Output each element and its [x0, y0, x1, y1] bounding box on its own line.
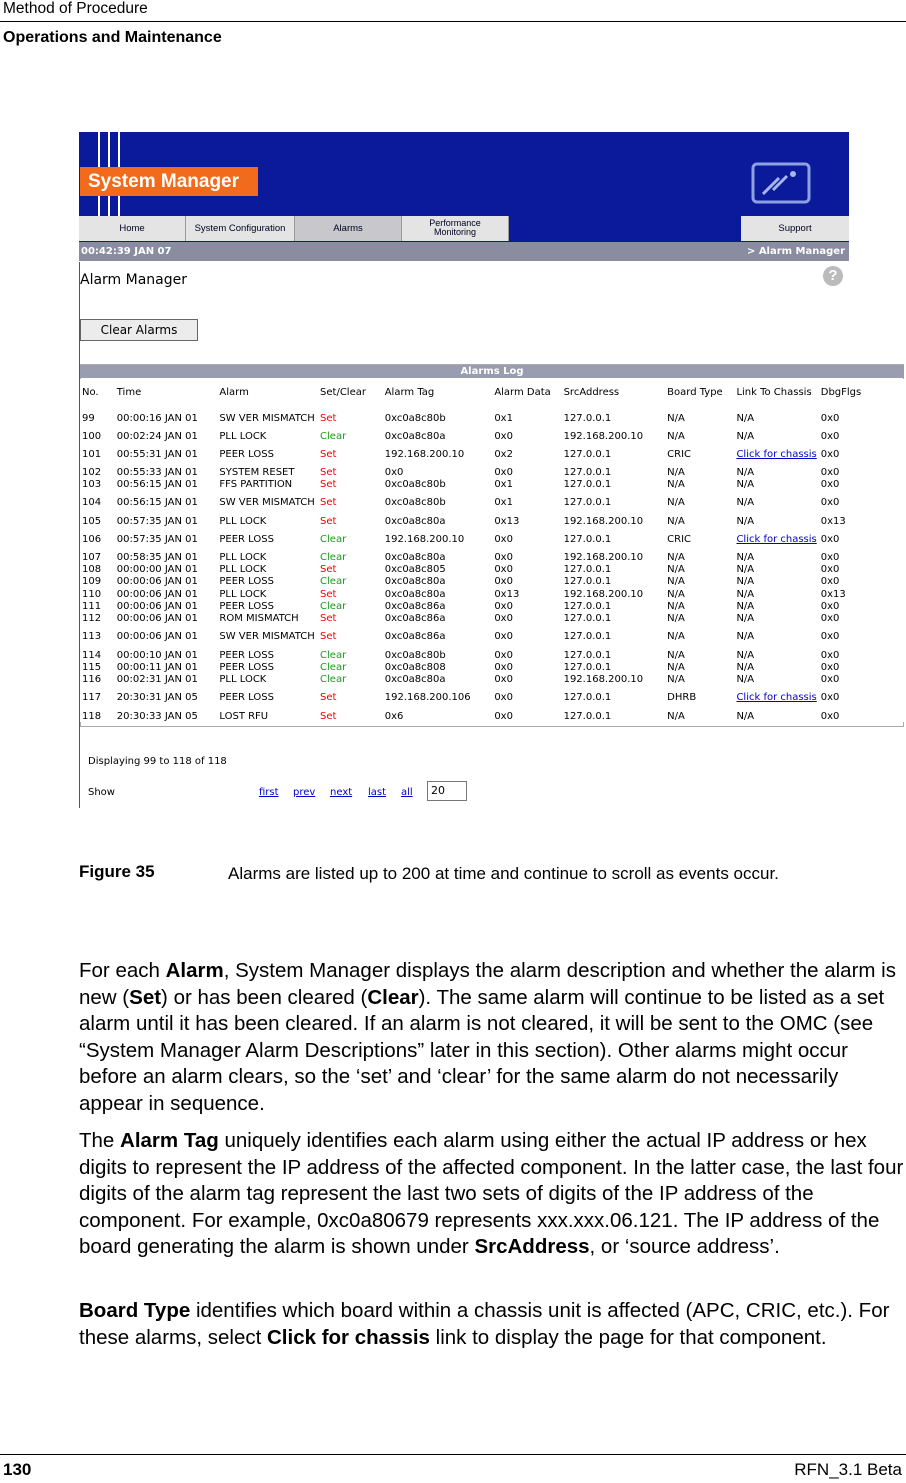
table-row — [80, 686, 904, 710]
cell-link-to-chassis: N/A — [736, 430, 755, 442]
cell-time: 20:30:31 JAN 05 — [116, 692, 198, 704]
tab-sublabel: Monitoring — [433, 227, 477, 237]
cell-dbg-flags: 0x0 — [820, 631, 840, 643]
section-title: Operations and Maintenance — [3, 29, 222, 46]
display-info: Displaying 99 to 118 of 118 — [88, 756, 227, 767]
cell-alarm-data: 0x0 — [494, 710, 513, 722]
cell-time: 00:00:06 JAN 01 — [116, 601, 198, 613]
term-src-address: SrcAddress — [474, 1235, 590, 1258]
tab-system-configuration[interactable]: System Configuration — [186, 216, 295, 241]
col-board-type: Board Type — [665, 379, 734, 406]
cell-set-clear: Clear — [320, 576, 347, 588]
cell-link-to-chassis: N/A — [736, 631, 755, 643]
cell-src-address: 127.0.0.1 — [563, 631, 612, 643]
text-run: ) or has been cleared ( — [161, 985, 368, 1009]
col-no: No. — [80, 379, 115, 406]
doc-title: Method of Procedure — [3, 0, 148, 17]
cell-alarm: PEER LOSS — [219, 661, 274, 673]
cell-time: 00:00:16 JAN 01 — [116, 412, 198, 424]
cell-board-type: N/A — [667, 649, 685, 661]
cell-time: 20:30:33 JAN 05 — [116, 710, 198, 722]
cell-board-type: N/A — [667, 601, 685, 613]
text-run: The — [79, 1129, 121, 1152]
cell-dbg-flags: 0x0 — [820, 551, 840, 563]
cell-no: 99 — [82, 412, 95, 424]
cell-dbg-flags: 0x0 — [820, 692, 840, 704]
cell-alarm-data: 0x0 — [494, 661, 513, 673]
cell-link-to-chassis: N/A — [736, 674, 755, 686]
cell-alarm-tag: 0xc0a8c86a — [384, 613, 446, 625]
help-icon[interactable]: ? — [823, 266, 843, 286]
cell-alarm: PEER LOSS — [219, 533, 274, 545]
cell-board-type: N/A — [667, 588, 685, 600]
page-size-input[interactable]: 20 — [427, 781, 467, 801]
cell-src-address: 127.0.0.1 — [563, 448, 612, 460]
cell-no: 116 — [82, 674, 102, 686]
click-for-chassis-link[interactable]: Click for chassis — [736, 533, 817, 545]
table-row — [80, 466, 904, 478]
cell-board-type: CRIC — [667, 533, 692, 545]
cell-set-clear: Set — [320, 631, 337, 643]
text-run: uniquely identifies each alarm using either the actual IP address or hex digits to represent the IP address of the affected component. In the latter case, the last four digits of the alarm tag represent the last two sets of digits of the IP address of the component. For example, 0xc0a80679 represents xxx.xxx.06.121. The IP address of the board generating the alarm is shown under — [79, 1129, 904, 1258]
cell-alarm: PEER LOSS — [219, 649, 274, 661]
cell-no: 114 — [82, 649, 102, 661]
col-dbg-flags: DbgFlgs — [819, 379, 904, 406]
cell-set-clear: Set — [320, 613, 337, 625]
pager-all-link[interactable]: all — [401, 787, 413, 798]
clear-alarms-button[interactable]: Clear Alarms — [80, 319, 198, 341]
term-board-type: Board Type — [79, 1299, 191, 1322]
text-run: , or ‘source address’. — [589, 1235, 780, 1258]
cell-set-clear: Clear — [320, 601, 347, 613]
cell-board-type: N/A — [667, 479, 685, 491]
cell-no: 113 — [82, 631, 102, 643]
paragraph-board-type — [79, 1298, 904, 1351]
cell-dbg-flags: 0x13 — [820, 588, 846, 600]
cell-dbg-flags: 0x0 — [820, 479, 840, 491]
app-logo: System Manager — [80, 167, 258, 196]
table-row — [80, 491, 904, 515]
cell-alarm: PLL LOCK — [219, 515, 267, 527]
table-row — [80, 515, 904, 527]
cell-alarm: SW VER MISMATCH — [219, 412, 315, 424]
cell-src-address: 127.0.0.1 — [563, 710, 612, 722]
cell-alarm-data: 0x2 — [494, 448, 513, 460]
cell-alarm: PEER LOSS — [219, 692, 274, 704]
cell-time: 00:55:31 JAN 01 — [116, 448, 198, 460]
cell-alarm-data: 0x0 — [494, 466, 513, 478]
term-clear: Clear — [367, 985, 419, 1009]
cell-time: 00:56:15 JAN 01 — [116, 497, 198, 509]
cell-dbg-flags: 0x0 — [820, 430, 840, 442]
cell-dbg-flags: 0x0 — [820, 564, 840, 576]
cell-src-address: 127.0.0.1 — [563, 466, 612, 478]
cell-no: 110 — [82, 588, 102, 600]
col-alarm-data: Alarm Data — [492, 379, 561, 406]
cell-dbg-flags: 0x0 — [820, 497, 840, 509]
cell-dbg-flags: 0x0 — [820, 448, 840, 460]
cell-alarm: SW VER MISMATCH — [219, 497, 315, 509]
cell-no: 100 — [82, 430, 102, 442]
cell-alarm-tag: 0xc0a8c86a — [384, 601, 446, 613]
monitor-icon — [749, 160, 817, 208]
cell-set-clear: Set — [320, 412, 337, 424]
cell-time: 00:02:24 JAN 01 — [116, 430, 198, 442]
alarms-table — [80, 379, 904, 722]
cell-time: 00:57:35 JAN 01 — [116, 515, 198, 527]
show-label: Show — [88, 787, 115, 798]
cell-board-type: N/A — [667, 515, 685, 527]
cell-time: 00:02:31 JAN 01 — [116, 674, 198, 686]
cell-no: 111 — [82, 601, 102, 613]
cell-set-clear: Clear — [320, 551, 347, 563]
cell-set-clear: Set — [320, 466, 337, 478]
cell-alarm-tag: 0xc0a8c80b — [384, 479, 446, 491]
cell-time: 00:58:35 JAN 01 — [116, 551, 198, 563]
cell-src-address: 127.0.0.1 — [563, 479, 612, 491]
cell-alarm-tag: 0xc0a8c80a — [384, 551, 446, 563]
cell-set-clear: Set — [320, 564, 337, 576]
cell-alarm-data: 0x13 — [494, 588, 520, 600]
cell-alarm-tag: 0x0 — [384, 466, 404, 478]
status-bar — [79, 242, 849, 261]
cell-dbg-flags: 0x0 — [820, 649, 840, 661]
cell-alarm-data: 0x0 — [494, 692, 513, 704]
cell-alarm: PEER LOSS — [219, 448, 274, 460]
cell-alarm: SYSTEM RESET — [219, 466, 295, 478]
cell-board-type: N/A — [667, 466, 685, 478]
tab-support[interactable]: Support — [741, 216, 849, 241]
cell-board-type: N/A — [667, 661, 685, 673]
page-number: 130 — [3, 1460, 32, 1479]
system-manager-screenshot — [79, 132, 905, 808]
cell-src-address: 127.0.0.1 — [563, 564, 612, 576]
click-for-chassis-link[interactable]: Click for chassis — [736, 448, 817, 460]
cell-set-clear: Clear — [320, 430, 347, 442]
cell-alarm-tag: 0xc0a8c808 — [384, 661, 446, 673]
pager-first-link[interactable]: first — [259, 787, 279, 798]
cell-board-type: N/A — [667, 674, 685, 686]
text-run: , System Manager displays the alarm description and whether the alarm is new ( — [79, 959, 896, 1009]
pager-next-link[interactable]: next — [330, 787, 353, 798]
table-row — [80, 527, 904, 551]
cell-alarm-tag: 192.168.200.10 — [384, 448, 465, 460]
table-row — [80, 430, 904, 442]
cell-link-to-chassis: N/A — [736, 497, 755, 509]
paragraph-alarm-tag — [79, 1128, 904, 1261]
cell-alarm: PLL LOCK — [219, 564, 267, 576]
cell-alarm-data: 0x0 — [494, 533, 513, 545]
cell-link-to-chassis: N/A — [736, 564, 755, 576]
cell-time: 00:00:11 JAN 01 — [116, 661, 198, 673]
cell-src-address: 127.0.0.1 — [563, 692, 612, 704]
cell-no: 115 — [82, 661, 102, 673]
cell-alarm-data: 0x0 — [494, 674, 513, 686]
cell-no: 104 — [82, 497, 102, 509]
table-row — [80, 479, 904, 491]
figure-label: Figure 35 — [79, 862, 155, 881]
cell-set-clear: Set — [320, 515, 337, 527]
cell-set-clear: Clear — [320, 674, 347, 686]
cell-board-type: N/A — [667, 497, 685, 509]
cell-time: 00:56:15 JAN 01 — [116, 479, 198, 491]
cell-no: 105 — [82, 515, 102, 527]
cell-time: 00:00:06 JAN 01 — [116, 588, 198, 600]
cell-src-address: 127.0.0.1 — [563, 533, 612, 545]
cell-dbg-flags: 0x0 — [820, 466, 840, 478]
table-row — [80, 710, 904, 722]
cell-board-type: N/A — [667, 710, 685, 722]
cell-alarm-data: 0x0 — [494, 564, 513, 576]
cell-alarm: FFS PARTITION — [219, 479, 293, 491]
cell-alarm-tag: 192.168.200.10 — [384, 533, 465, 545]
cell-alarm-tag: 0xc0a8c80a — [384, 588, 446, 600]
cell-no: 101 — [82, 448, 102, 460]
cell-link-to-chassis: N/A — [736, 649, 755, 661]
figure-caption: Alarms are listed up to 200 at time and continue to scroll as events occur. — [228, 864, 779, 883]
cell-set-clear: Set — [320, 588, 337, 600]
cell-alarm-tag: 0xc0a8c80a — [384, 430, 446, 442]
footer-divider — [0, 1454, 906, 1455]
text-run: identifies which board within a chassis unit is affected (APC, CRIC, etc.). For these alarms, select — [79, 1299, 890, 1349]
col-link-to-chassis: Link To Chassis — [734, 379, 818, 406]
main-nav — [79, 216, 849, 241]
cell-dbg-flags: 0x0 — [820, 576, 840, 588]
cell-link-to-chassis: N/A — [736, 661, 755, 673]
table-row — [80, 613, 904, 625]
tab-performance-monitoring[interactable] — [402, 216, 509, 241]
cell-alarm: PLL LOCK — [219, 551, 267, 563]
cell-src-address: 192.168.200.10 — [563, 551, 644, 563]
cell-alarm: PLL LOCK — [219, 430, 267, 442]
doc-id: RFN_3.1 Beta — [794, 1460, 902, 1479]
cell-alarm-data: 0x0 — [494, 576, 513, 588]
cell-dbg-flags: 0x0 — [820, 674, 840, 686]
cell-set-clear: Set — [320, 692, 337, 704]
table-row — [80, 406, 904, 430]
cell-link-to-chassis: N/A — [736, 412, 755, 424]
cell-src-address: 127.0.0.1 — [563, 412, 612, 424]
cell-time: 00:00:06 JAN 01 — [116, 631, 198, 643]
cell-no: 112 — [82, 613, 102, 625]
cell-set-clear: Clear — [320, 649, 347, 661]
cell-alarm-data: 0x13 — [494, 515, 520, 527]
cell-link-to-chassis: N/A — [736, 710, 755, 722]
cell-dbg-flags: 0x0 — [820, 601, 840, 613]
table-header-row — [80, 379, 904, 406]
cell-dbg-flags: 0x0 — [820, 661, 840, 673]
table-row — [80, 576, 904, 588]
table-row — [80, 674, 904, 686]
cell-set-clear: Set — [320, 710, 337, 722]
header-divider — [0, 21, 906, 22]
cell-alarm: PLL LOCK — [219, 674, 267, 686]
cell-no: 117 — [82, 692, 102, 704]
cell-board-type: N/A — [667, 551, 685, 563]
cell-dbg-flags: 0x0 — [820, 710, 840, 722]
cell-set-clear: Set — [320, 479, 337, 491]
cell-src-address: 192.168.200.10 — [563, 430, 644, 442]
cell-src-address: 127.0.0.1 — [563, 576, 612, 588]
page-title: Alarm Manager — [80, 272, 188, 288]
cell-alarm: LOST RFU — [219, 710, 269, 722]
cell-alarm-data: 0x0 — [494, 631, 513, 643]
text-run: link to display the page for that component. — [429, 1325, 827, 1349]
cell-alarm-tag: 0xc0a8c80b — [384, 649, 446, 661]
col-src-address: SrcAddress — [562, 379, 666, 406]
col-set-clear: Set/Clear — [318, 379, 383, 406]
table-row — [80, 588, 904, 600]
cell-alarm: PLL LOCK — [219, 588, 267, 600]
cell-no: 108 — [82, 564, 102, 576]
text-run: For each — [79, 959, 166, 982]
col-time: Time — [115, 379, 218, 406]
cell-set-clear: Clear — [320, 661, 347, 673]
pager-last-link[interactable]: last — [368, 787, 387, 798]
cell-time: 00:00:10 JAN 01 — [116, 649, 198, 661]
cell-board-type: DHRB — [667, 692, 697, 704]
cell-link-to-chassis: N/A — [736, 576, 755, 588]
cell-link-to-chassis: N/A — [736, 601, 755, 613]
cell-src-address: 127.0.0.1 — [563, 497, 612, 509]
table-row — [80, 625, 904, 649]
click-for-chassis-link[interactable]: Click for chassis — [736, 692, 817, 704]
cell-alarm-tag: 0xc0a8c80a — [384, 576, 446, 588]
tab-alarms[interactable]: Alarms — [295, 216, 402, 241]
term-click-for-chassis: Click for chassis — [267, 1325, 430, 1349]
table-row — [80, 600, 904, 612]
cell-link-to-chassis: N/A — [736, 613, 755, 625]
cell-time: 00:55:33 JAN 01 — [116, 466, 198, 478]
table-row — [80, 551, 904, 563]
cell-alarm-data: 0x0 — [494, 649, 513, 661]
table-row — [80, 661, 904, 673]
cell-alarm-data: 0x0 — [494, 430, 513, 442]
cell-board-type: N/A — [667, 631, 685, 643]
paragraph-alarm — [79, 958, 904, 1117]
cell-alarm-tag: 0xc0a8c80b — [384, 412, 446, 424]
cell-src-address: 127.0.0.1 — [563, 601, 612, 613]
cell-board-type: N/A — [667, 576, 685, 588]
cell-alarm-tag: 0xc0a8c80a — [384, 674, 446, 686]
cell-alarm-data: 0x1 — [494, 497, 513, 509]
cell-board-type: N/A — [667, 412, 685, 424]
cell-set-clear: Clear — [320, 533, 347, 545]
cell-dbg-flags: 0x0 — [820, 412, 840, 424]
cell-alarm: PEER LOSS — [219, 601, 274, 613]
cell-dbg-flags: 0x0 — [820, 533, 840, 545]
cell-alarm: PEER LOSS — [219, 576, 274, 588]
cell-no: 106 — [82, 533, 102, 545]
cell-time: 00:00:00 JAN 01 — [116, 564, 198, 576]
cell-alarm-data: 0x1 — [494, 412, 513, 424]
cell-time: 00:00:06 JAN 01 — [116, 613, 198, 625]
cell-alarm-tag: 0xc0a8c80b — [384, 497, 446, 509]
cell-src-address: 127.0.0.1 — [563, 613, 612, 625]
app-banner — [79, 132, 849, 242]
cell-no: 103 — [82, 479, 102, 491]
cell-alarm-tag: 192.168.200.106 — [384, 692, 471, 704]
cell-alarm-data: 0x1 — [494, 479, 513, 491]
text-run: ). The same alarm will continue to be listed as a set alarm until it has been cleared. If an alarm is not cleared, it will be sent to the OMC (see “System Manager Alarm Descriptions” later in this section). Other alarms might occur before an alarm clears, so the ‘set’ and ‘clear’ for the same alarm do not necessarily appear in sequence. — [79, 985, 885, 1115]
cell-no: 109 — [82, 576, 102, 588]
cell-time: 00:00:06 JAN 01 — [116, 576, 198, 588]
cell-src-address: 192.168.200.10 — [563, 674, 644, 686]
cell-board-type: CRIC — [667, 448, 692, 460]
status-time: 00:42:39 JAN 07 — [81, 246, 172, 257]
cell-alarm-tag: 0xc0a8c80a — [384, 515, 446, 527]
cell-set-clear: Set — [320, 448, 337, 460]
cell-dbg-flags: 0x13 — [820, 515, 846, 527]
cell-no: 107 — [82, 551, 102, 563]
term-set: Set — [129, 985, 162, 1009]
cell-link-to-chassis: N/A — [736, 479, 755, 491]
term-alarm: Alarm — [165, 959, 224, 982]
cell-alarm-tag: 0x6 — [384, 710, 404, 722]
table-row — [80, 563, 904, 575]
cell-alarm-tag: 0xc0a8c805 — [384, 564, 446, 576]
cell-link-to-chassis: N/A — [736, 515, 755, 527]
breadcrumb: > Alarm Manager — [746, 246, 845, 257]
cell-alarm-data: 0x0 — [494, 613, 513, 625]
screenshot-border — [79, 262, 80, 808]
cell-src-address: 127.0.0.1 — [563, 649, 612, 661]
col-alarm: Alarm — [217, 379, 318, 406]
cell-link-to-chassis: N/A — [736, 588, 755, 600]
cell-src-address: 192.168.200.10 — [563, 588, 644, 600]
table-row — [80, 649, 904, 661]
table-row — [80, 442, 904, 466]
cell-set-clear: Set — [320, 497, 337, 509]
tab-label: Performance — [429, 218, 481, 228]
col-alarm-tag: Alarm Tag — [383, 379, 493, 406]
cell-link-to-chassis: N/A — [736, 551, 755, 563]
cell-no: 102 — [82, 466, 102, 478]
cell-board-type: N/A — [667, 564, 685, 576]
cell-board-type: N/A — [667, 613, 685, 625]
cell-alarm-data: 0x0 — [494, 601, 513, 613]
cell-link-to-chassis: N/A — [736, 466, 755, 478]
cell-src-address: 127.0.0.1 — [563, 661, 612, 673]
cell-src-address: 192.168.200.10 — [563, 515, 644, 527]
cell-dbg-flags: 0x0 — [820, 613, 840, 625]
cell-no: 118 — [82, 710, 102, 722]
cell-alarm: ROM MISMATCH — [219, 613, 299, 625]
cell-alarm-tag: 0xc0a8c86a — [384, 631, 446, 643]
cell-time: 00:57:35 JAN 01 — [116, 533, 198, 545]
cell-board-type: N/A — [667, 430, 685, 442]
pager-prev-link[interactable]: prev — [293, 787, 316, 798]
cell-alarm-data: 0x0 — [494, 551, 513, 563]
term-alarm-tag: Alarm Tag — [120, 1129, 219, 1152]
cell-alarm: SW VER MISMATCH — [219, 631, 315, 643]
alarms-log-title: Alarms Log — [80, 365, 904, 378]
tab-home[interactable]: Home — [79, 216, 186, 241]
